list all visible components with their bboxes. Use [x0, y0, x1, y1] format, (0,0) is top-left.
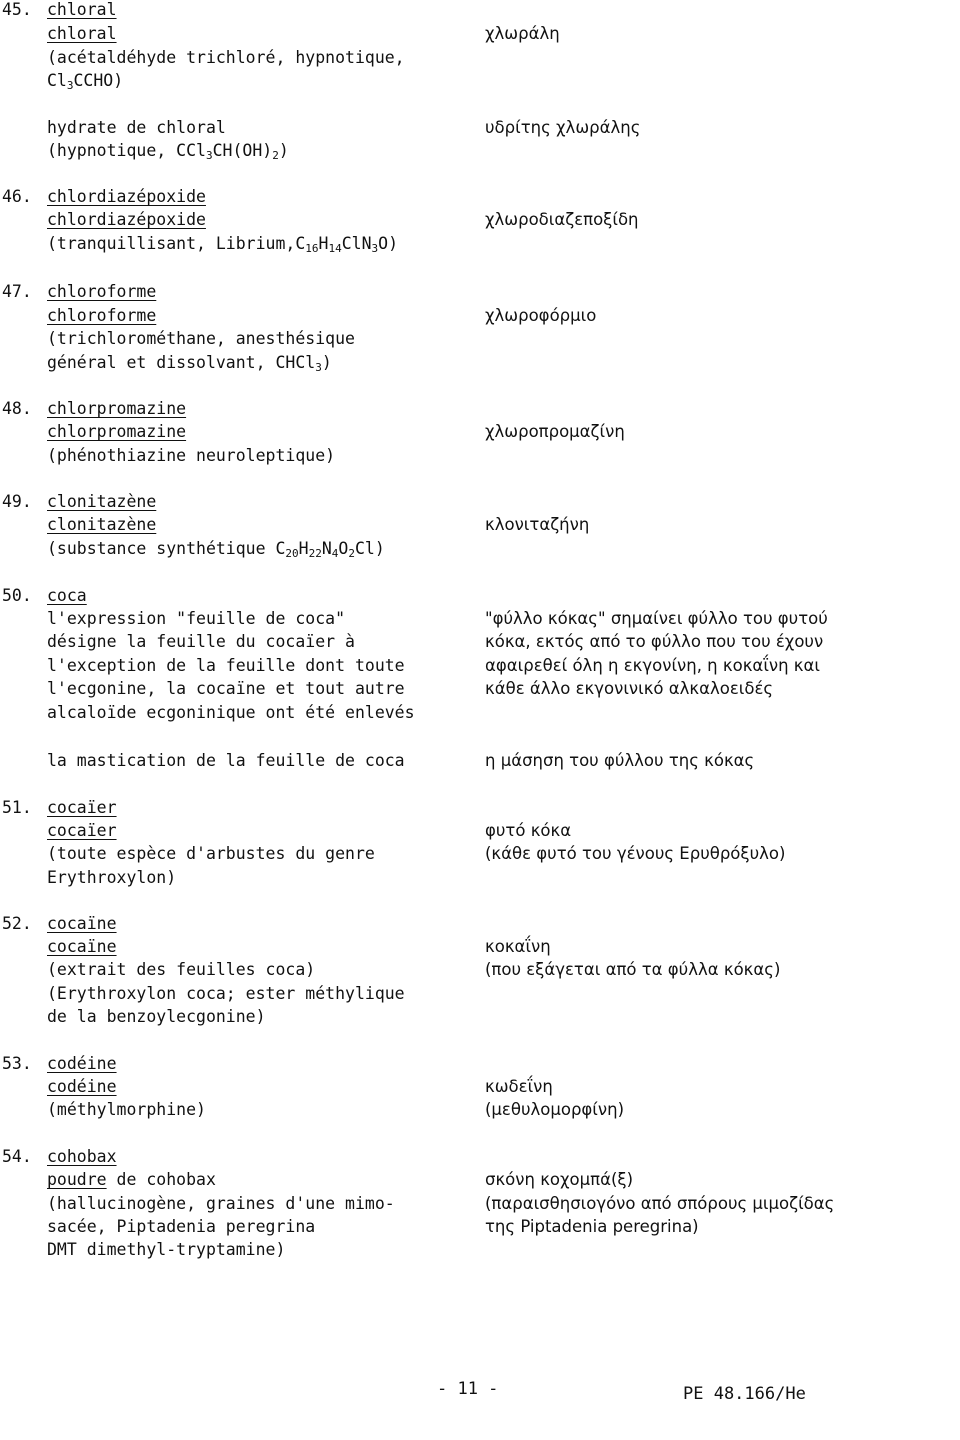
french-description: (acétaldéhyde trichloré, hypnotique, [47, 48, 405, 67]
french-formula: (tranquillisant, $Librium,C_{16}H_{14}ClN_3O$) [47, 234, 399, 255]
french-term: cocaïer [47, 821, 117, 840]
entry-number: 46. [2, 187, 32, 206]
entry-number: 48. [2, 399, 32, 418]
french-description: DMT dimethyl-tryptamine) [47, 1240, 286, 1259]
entry-heading: chloral [47, 0, 117, 19]
greek-term: χλωροδιαζεποξίδη [485, 210, 639, 229]
french-description: (hallucinogène, graines d'une mimo- [47, 1194, 395, 1213]
greek-term: κοκαΐνη [485, 937, 551, 956]
greek-sub-term: υδρίτης χλωράλης [485, 118, 641, 137]
french-formula: $Cl_3CCHO$) [47, 71, 124, 92]
entry-number: 50. [2, 586, 32, 605]
greek-sub-term: η μάσηση του φύλλου της κόκας [485, 751, 755, 770]
french-description: alcaloïde ecgoninique ont été enlevés [47, 703, 415, 722]
greek-term: κλονιταζήνη [485, 515, 590, 534]
entry-number: 49. [2, 492, 32, 511]
french-description: l'expression "feuille de coca" [47, 609, 346, 628]
entry-number: 45. [2, 0, 32, 19]
entry-number: 53. [2, 1054, 32, 1073]
french-description: (trichlorométhane, anesthésique [47, 329, 355, 348]
french-term: codéine [47, 1077, 117, 1096]
french-description: Erythroxylon) [47, 868, 177, 887]
page-number: - 11 - [437, 1379, 499, 1399]
entry-heading: cocaïne [47, 914, 117, 933]
french-formula: (hypnotique, $CCl_3CH(OH)_2$) [47, 141, 289, 162]
french-term: chlordiazépoxide [47, 210, 206, 229]
document-reference: PE 48.166/He [683, 1384, 806, 1404]
french-description: (Erythroxylon coca; ester méthylique [47, 984, 405, 1003]
greek-description: (κάθε φυτό του γένους Ερυθρόξυλο) [485, 844, 786, 863]
greek-description: κόκα, εκτός από το φύλλο που του έχουν [485, 632, 824, 651]
french-description: désigne la feuille du cocaïer à [47, 632, 355, 651]
entry-number: 47. [2, 282, 32, 301]
french-description: l'ecgonine, la cocaïne et tout autre [47, 679, 405, 698]
entry-number: 51. [2, 798, 32, 817]
french-term: chlorpromazine [47, 422, 187, 441]
greek-term: κωδεΐνη [485, 1077, 553, 1096]
entry-heading: coca [47, 586, 87, 605]
french-term: cocaïne [47, 937, 117, 956]
french-term: chloral [47, 24, 117, 43]
french-formula: général et dissolvant, CHCl$_3$) [47, 353, 332, 374]
greek-description: (που εξάγεται από τα φύλλα κόκας) [485, 960, 781, 979]
french-term: clonitazène [47, 515, 157, 534]
entry-heading: chlordiazépoxide [47, 187, 206, 206]
french-sub-term: la mastication de la feuille de coca [47, 751, 405, 770]
entry-heading: cohobax [47, 1147, 117, 1166]
entry-number: 52. [2, 914, 32, 933]
greek-description: (μεθυλομορφίνη) [485, 1100, 625, 1119]
french-description: sacée, Piptadenia peregrina [47, 1217, 316, 1236]
entry-number: 54. [2, 1147, 32, 1166]
french-term: poudre de cohobax [47, 1170, 216, 1189]
french-sub-term: hydrate de chloral [47, 118, 226, 137]
entry-heading: cocaïer [47, 798, 117, 817]
french-formula: (substance synthétique $C_{20}H_{22}N_4O_2Cl$) [47, 539, 385, 560]
entry-heading: chlorpromazine [47, 399, 187, 418]
greek-term: φυτό κόκα [485, 821, 572, 840]
entry-heading: clonitazène [47, 492, 157, 511]
entry-heading: chloroforme [47, 282, 157, 301]
french-description: l'exception de la feuille dont toute [47, 656, 405, 675]
greek-description: της Piptadenia peregrina) [485, 1217, 699, 1236]
greek-term: χλωροφόρμιο [485, 306, 597, 325]
greek-term: χλωράλη [485, 24, 560, 43]
french-description: de la benzoylecgonine) [47, 1007, 266, 1026]
greek-term: σκόνη κοχομπά(ξ) [485, 1170, 634, 1189]
greek-description: αφαιρεθεί όλη η εκγονίνη, η κοκαΐνη και [485, 656, 820, 675]
greek-term: χλωροπρομαζίνη [485, 422, 625, 441]
entry-heading: codéine [47, 1054, 117, 1073]
french-term: chloroforme [47, 306, 157, 325]
french-description: (toute espèce d'arbustes du genre [47, 844, 375, 863]
greek-description: (παραισθησιογόνο από σπόρους μιμοζίδας [485, 1194, 835, 1213]
french-description: (phénothiazine neuroleptique) [47, 446, 336, 465]
french-description: (extrait des feuilles coca) [47, 960, 316, 979]
french-description: (méthylmorphine) [47, 1100, 206, 1119]
greek-description: κάθε άλλο εκγονινικό αλκαλοειδές [485, 679, 774, 698]
greek-description: "φύλλο κόκας" σημαίνει φύλλο του φυτού [485, 609, 828, 628]
